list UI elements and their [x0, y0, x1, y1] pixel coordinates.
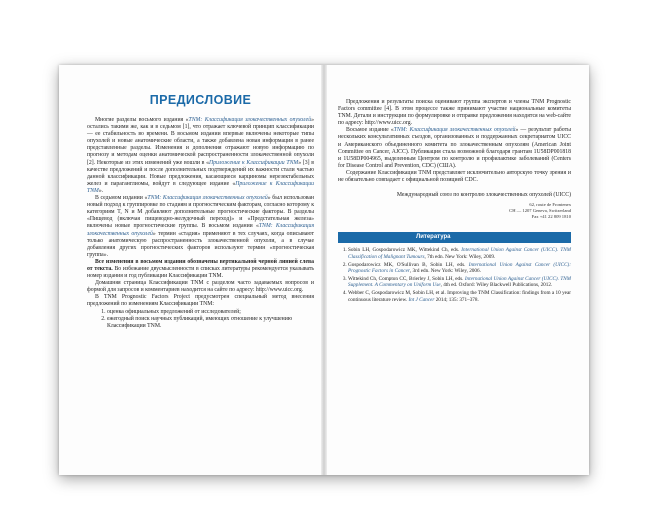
paragraph-4: Домашняя страница Классификации TNM с разделом часто задаваемых вопросов и формой для запросов и комментариев находится на сайте по адресу: http://www.uicc.org. — [87, 280, 314, 294]
page-title: ПРЕДИСЛОВИЕ — [149, 93, 252, 107]
paragraph-2: В седьмом издании «TNM: Классификация злокачественных опухолей» был использован новый подход к группировке по стадиям и прогностическим факторам, согласно которому к категориям T, N и M добавляют дополнительные прогностические факторы. В разделы «Пищевод (включая пищеводно-желудочный переход)» и «Предстательная железа» включены новые прогностические группы. В восьмом издании «TNM: Классификация злокачественных опухолей» термин «стадия» применяют в тех случаях, когда описывают только анатомическую распространенность злокачественной опухоли, а в случае добавления других прогностических факторов используют термин «прогностическая группа». — [87, 195, 314, 258]
right-page — [324, 65, 589, 475]
paragraph-7: Восьмое издание «TNM: Классификация злокачественных опухолей» — результат работы нескольких консультативных съездов, организованных и поддержанных секретариатом UICC и Американского объединенного комитета по злокачественным опухолям (American Joint Committee on Cancer, AJCC). Публикация стала возможной благодаря грантам 1U58DP001818 и 1U58DP004965, выделенным Центром по контролю и профилактике заболеваний (Centers for Disease Control and Prevention, CDC) (США). — [338, 127, 571, 169]
references-heading: Литература — [338, 232, 571, 243]
paragraph-5: В TNM Prognostic Factors Project предусмотрен специальный метод внесения предложений по изменениям Классификации TNM: — [87, 294, 314, 308]
method-list — [87, 309, 314, 330]
address-line: 62, route de Frontenex — [529, 202, 571, 208]
reference-item: 1. Sobin LH, Gospodarowicz MK, Wittekind Ch, eds. International Union Against Cancer (UICC). TNM Classification of Malignant Tumours, 7th edn. New York: Wiley, 2009. — [348, 247, 571, 260]
book-spread — [59, 65, 589, 475]
reference-item: 4. Webber C, Gospodarowicz M, Sobin LH, et al. Improving the TNM Classification: findings from a 10 year continuous literature review. Int J Cancer 2014; 135: 371–378. — [348, 290, 571, 303]
paragraph-8: Содержание Классификации TNM представляет исключительно авторскую точку зрения и не обязательно совпадает с официальной позицией CDC. — [338, 169, 571, 184]
references-list — [338, 247, 571, 303]
signature: Международный союз по контролю злокачественных опухолей (UICC) — [396, 192, 571, 199]
reference-item: 3. Wittekind Ch, Compton CC, Brierley J, Sobin LH, eds. International Union Against Cancer (UICC). TNM Supplement. A Commentary on Uniform Use, 4th ed. Oxford: Wiley Blackwell Publications, 2012. — [348, 276, 571, 289]
list-item: 2. ежегодный поиск научных публикаций, имеющих отношение к улучшению Классификации TNM. — [107, 316, 314, 330]
list-item: 1. оценка официальных предложений от исследователей; — [107, 309, 314, 316]
paragraph-3: Все изменения в восьмом издании обозначены вертикальной черной линией слева от текста. Во избежание двусмысленности в списках литературы рекомендуется указывать номер издания и год публикации Классификации TNM. — [87, 258, 314, 280]
address-line: Fax +41 22 809 1810 — [531, 214, 571, 220]
paragraph-6: Предложения и результаты поиска оценивают группа экспертов и члены TNM Prognostic Factors committee [4]. В этом процессе также принимают участие национальные комитеты TNM. Детали и инструкции по формулировке и отправке предложения находятся на web-сайте по адресу: http://www.uicc.org. — [338, 99, 571, 127]
paragraph-1: Многие разделы восьмого издания «TNM: Классификация злокачественных опухолей» остались такими же, как и в седьмом [1], что отражает ключевой принцип классификации — ее стабильность во времени. В восьмом издании впервые включены некоторые типы опухолей и новые анатомические области, а также добавлена новая информация в ранее представленные разделы. Изменения и дополнения отражают новую информацию по прогнозу и методам оценки анатомической распространенности злокачественной опухоли [2]. Некоторые из этих изменений уже вошли в «Приложение к Классификации TNM» [3] в качестве предложений и после дополнительных подтверждений их важности стали частью данной классификации. Новые предложения, касающиеся карциномы нерезектабельных желез и параганглиомы, войдут в следующее издание «Приложение к Классификации TNM». — [87, 117, 314, 194]
left-page — [59, 65, 324, 475]
address — [338, 202, 571, 220]
address-line: CH — 1207 Geneva, Switzerland — [509, 208, 571, 214]
reference-item: 2. Gospodarowicz MK, O'Sullivan B, Sobin LH, eds. International Union Against Cancer (UICC): Prognostic Factors in Cancer, 3rd edn. New York: Wiley, 2006. — [348, 262, 571, 275]
